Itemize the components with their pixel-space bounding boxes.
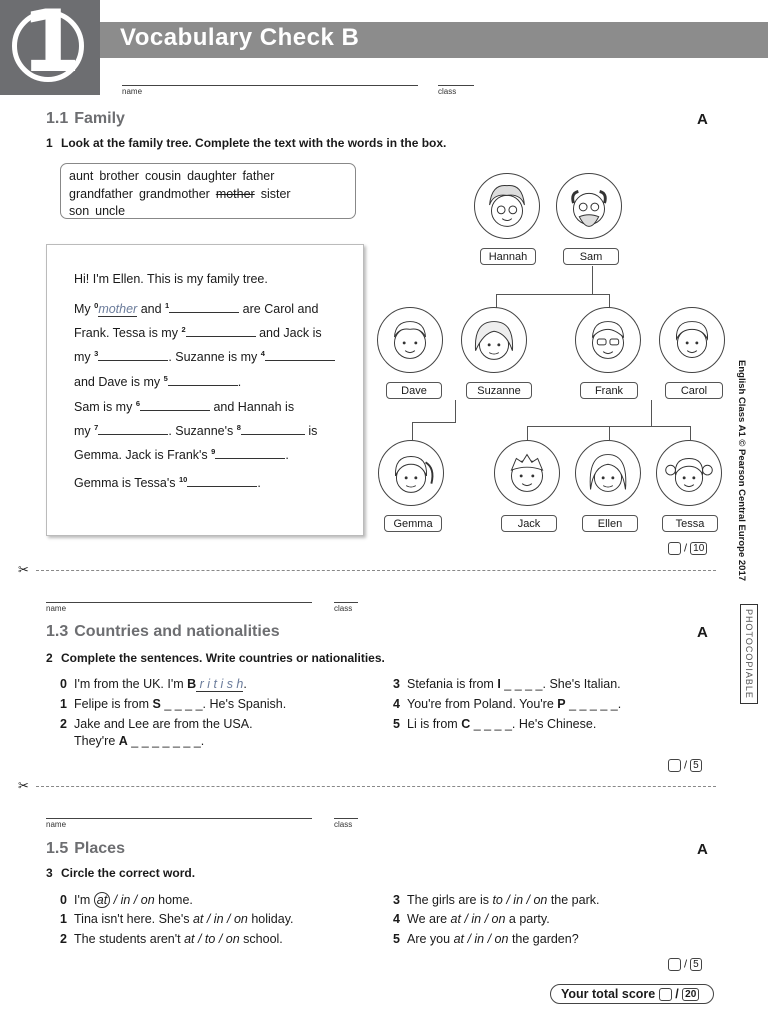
total-score-input[interactable]: [659, 988, 672, 1001]
tree-line: [412, 422, 456, 423]
tree-line: [527, 426, 528, 440]
blank-9[interactable]: [215, 446, 285, 459]
section-heading-places: 1.5 Places: [46, 840, 125, 857]
blank-7[interactable]: [98, 422, 168, 435]
blank-4[interactable]: [265, 348, 335, 361]
text-line: Frank. Tessa is my $^2$ and Jack is: [74, 324, 322, 340]
suzanne-face-icon: [461, 307, 527, 373]
sentence-2-cont[interactable]: They're A _ _ _ _ _ _ _.: [74, 734, 205, 748]
score-2: / 5: [668, 759, 702, 772]
sentence-2: 2 Jake and Lee are from the USA.: [60, 717, 253, 731]
tree-line: [592, 266, 593, 294]
instruction-2: 2 Complete the sentences. Write countries or nationalities.: [46, 651, 385, 665]
score-input[interactable]: [668, 542, 681, 555]
blank-6[interactable]: [140, 398, 210, 411]
tree-line: [690, 426, 691, 440]
photocopiable-label: PHOTOCOPIABLE: [740, 604, 758, 704]
instruction-3: 3 Circle the correct word.: [46, 866, 196, 880]
choice-2[interactable]: 2 The students aren't at / to / on school.: [60, 932, 283, 946]
sentence-5[interactable]: 5 Li is from C _ _ _ _. He's Chinese.: [393, 717, 597, 731]
text-line: My $^0$mother and $^1$ are Carol and: [74, 300, 319, 316]
name-tag-frank: Frank: [580, 382, 638, 399]
name-tag-dave: Dave: [386, 382, 442, 399]
frank-face-icon: [575, 307, 641, 373]
name-label: name: [122, 87, 143, 96]
blank-3[interactable]: [98, 348, 168, 361]
name-label: name: [46, 820, 67, 829]
gemma-face-icon: [378, 440, 444, 506]
text-line: and Dave is my $^5$ .: [74, 373, 242, 389]
grandmother-face-icon: [474, 173, 540, 239]
section-heading-countries: 1.3 Countries and nationalities: [46, 623, 280, 640]
choice-5[interactable]: 5 Are you at / in / on the garden?: [393, 932, 579, 946]
choice-4[interactable]: 4 We are at / in / on a party.: [393, 912, 550, 926]
blank-5[interactable]: [168, 373, 238, 386]
sentence-3[interactable]: 3 Stefania is from I _ _ _ _. She's Italian.: [393, 677, 621, 691]
text-line: Gemma. Jack is Frank's $^9$ .: [74, 446, 289, 462]
class-line[interactable]: [438, 85, 474, 86]
unit-number: 1: [21, 0, 81, 92]
name-tag-tessa: Tessa: [662, 515, 718, 532]
text-line: Sam is my $^6$ and Hannah is: [74, 398, 295, 414]
level-badge: A: [697, 624, 708, 641]
name-line[interactable]: [46, 818, 312, 819]
score-input[interactable]: [668, 958, 681, 971]
sentence-4[interactable]: 4 You're from Poland. You're P _ _ _ _ _.: [393, 697, 622, 711]
total-score: Your total score / 20: [550, 984, 714, 1004]
blank-1[interactable]: [169, 300, 239, 313]
copyright-sidebar: English Class A1 © Pearson Central Europe 2017: [736, 360, 747, 582]
section-heading-family: 1.1 Family: [46, 110, 125, 127]
blank-2[interactable]: [186, 324, 256, 337]
tree-line: [609, 294, 610, 308]
class-line[interactable]: [334, 602, 358, 603]
cut-line: [36, 786, 716, 787]
name-line[interactable]: [122, 85, 418, 86]
name-tag-sam: Sam: [563, 248, 619, 265]
class-label: class: [334, 820, 353, 829]
carol-face-icon: [659, 307, 725, 373]
tree-line: [609, 426, 610, 440]
scissors-icon: ✂: [18, 778, 29, 793]
text-paper: [46, 244, 364, 536]
jack-face-icon: [494, 440, 560, 506]
text-line: my $^3$ . Suzanne is my $^4$: [74, 348, 335, 364]
name-tag-hannah: Hannah: [480, 248, 536, 265]
name-tag-gemma: Gemma: [384, 515, 442, 532]
grandfather-face-icon: [556, 173, 622, 239]
text-line: Gemma is Tessa's $^{10}$ .: [74, 474, 261, 490]
sentence-0: 0 I'm from the UK. I'm B r i t i s h.: [60, 677, 247, 691]
choice-0: 0 I'm at / in / on home.: [60, 893, 193, 907]
instruction-1: 1 Look at the family tree. Complete the text with the words in the box.: [46, 136, 447, 150]
tree-line: [496, 294, 609, 295]
name-tag-suzanne: Suzanne: [466, 382, 532, 399]
class-label: class: [438, 87, 457, 96]
dave-face-icon: [377, 307, 443, 373]
tessa-face-icon: [656, 440, 722, 506]
cut-line: [36, 570, 716, 571]
blank-8[interactable]: [241, 422, 305, 435]
sentence-1[interactable]: 1 Felipe is from S _ _ _ _. He's Spanish.: [60, 697, 287, 711]
name-label: name: [46, 604, 67, 613]
level-badge: A: [697, 111, 708, 128]
class-label: class: [334, 604, 353, 613]
score-3: / 5: [668, 958, 702, 971]
tree-line: [455, 400, 456, 422]
name-tag-ellen: Ellen: [582, 515, 638, 532]
tree-line: [496, 294, 497, 308]
scissors-icon: ✂: [18, 562, 29, 577]
page-title: Vocabulary Check B: [120, 24, 360, 51]
name-line[interactable]: [46, 602, 312, 603]
choice-1[interactable]: 1 Tina isn't here. She's at / in / on holiday.: [60, 912, 294, 926]
blank-10[interactable]: [187, 474, 257, 487]
score-input[interactable]: [668, 759, 681, 772]
text-line: my $^7$ . Suzanne's $^8$ is: [74, 422, 318, 438]
word-box: aunt brother cousin daughter father grandfather grandmother mother sister son uncle: [60, 163, 356, 219]
class-line[interactable]: [334, 818, 358, 819]
tree-line: [651, 400, 652, 426]
name-tag-carol: Carol: [665, 382, 723, 399]
tree-line: [412, 422, 413, 440]
score-1: / 10: [668, 542, 707, 555]
choice-3[interactable]: 3 The girls are is to / in / on the park.: [393, 893, 600, 907]
name-tag-jack: Jack: [501, 515, 557, 532]
level-badge: A: [697, 841, 708, 858]
ellen-face-icon: [575, 440, 641, 506]
text-line: Hi! I'm Ellen. This is my family tree.: [74, 272, 268, 286]
